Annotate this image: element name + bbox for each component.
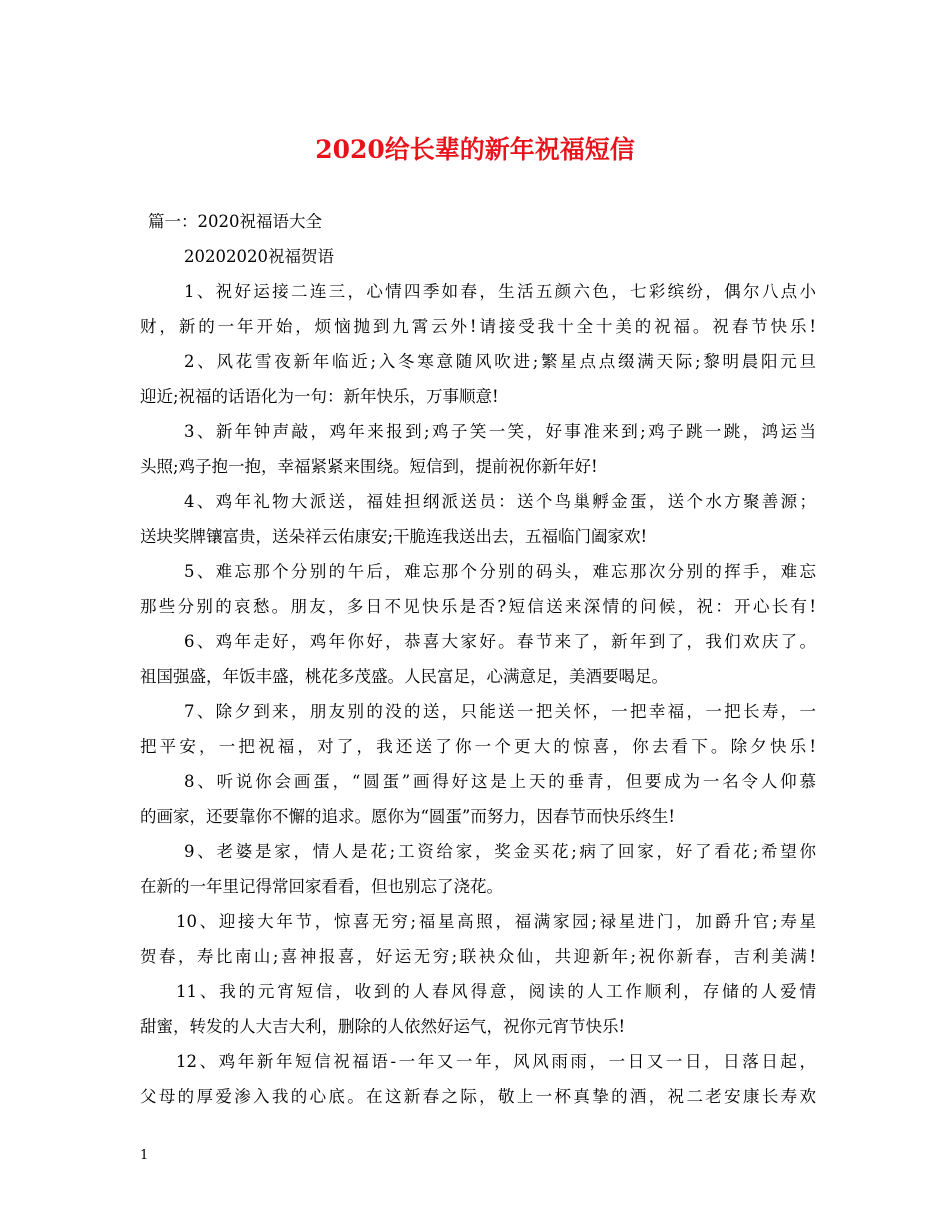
paragraph-line: 4、鸡年礼物大派送，福娃担纲派送员：送个鸟巢孵金蛋，送个水方聚善源； [184, 492, 816, 511]
paragraph-line: 在新的一年里记得常回家看看，但也别忘了浇花。 [140, 877, 503, 896]
paragraph-line: 财，新的一年开始，烦恼抛到九霄云外!请接受我十全十美的祝福。祝春节快乐! [140, 317, 816, 336]
paragraph-line: 祖国强盛，年饭丰盛，桃花多茂盛。人民富足，心满意足，美酒要喝足。 [140, 667, 668, 686]
paragraph-line: 8、听说你会画蛋，“圆蛋”画得好这是上天的垂青，但要成为一名令人仰慕 [184, 772, 816, 791]
paragraph-line: 那些分别的哀愁。朋友，多日不见快乐是否?短信送来深情的问候，祝：开心长有! [140, 597, 816, 616]
paragraph-line: 1、祝好运接二连三，心情四季如春，生活五颜六色，七彩缤纷，偶尔八点小 [184, 282, 816, 301]
document-body [140, 204, 816, 1114]
paragraph-line: 把平安，一把祝福，对了，我还送了你一个更大的惊喜，你去看下。除夕快乐! [140, 737, 816, 756]
paragraph-line: 的画家，还要靠你不懈的追求。愿你为“圆蛋”而努力，因春节而快乐终生! [140, 807, 676, 826]
paragraph-line: 头照;鸡子抱一抱，幸福紧紧来围绕。短信到，提前祝你新年好! [140, 457, 598, 476]
paragraph-line: 6、鸡年走好，鸡年你好，恭喜大家好。春节来了，新年到了，我们欢庆了。 [184, 632, 816, 651]
paragraph-line: 送块奖牌镶富贵，送朵祥云佑康安;干脆连我送出去，五福临门阖家欢! [140, 527, 648, 546]
document-title: 2020给长辈的新年祝福短信 [315, 135, 635, 164]
paragraph-line: 2、风花雪夜新年临近;入冬寒意随风吹进;繁星点点缀满天际;黎明晨阳元旦 [184, 352, 816, 371]
paragraph-line: 甜蜜，转发的人大吉大利，删除的人依然好运气，祝你元宵节快乐! [140, 1017, 626, 1036]
paragraph-line: 9、老婆是家，情人是花;工资给家，奖金买花;病了回家，好了看花;希望你 [184, 842, 816, 861]
paragraph-line: 10、迎接大年节，惊喜无穷;福星高照，福满家园;禄星进门，加爵升官;寿星 [176, 912, 816, 931]
paragraph-line: 12、鸡年新年短信祝福语-一年又一年，风风雨雨，一日又一日，日落日起， [176, 1052, 816, 1071]
paragraph-line: 迎近;祝福的话语化为一句：新年快乐，万事顺意! [140, 387, 499, 406]
paragraph-line: 5、难忘那个分别的午后，难忘那个分别的码头，难忘那次分别的挥手，难忘 [184, 562, 816, 581]
paragraph-line: 3、新年钟声敲，鸡年来报到;鸡子笑一笑，好事准来到;鸡子跳一跳，鸿运当 [184, 422, 816, 441]
subsection-heading: 20202020祝福贺语 [184, 247, 334, 266]
paragraph-line: 11、我的元宵短信，收到的人春风得意，阅读的人工作顺利，存储的人爱情 [176, 982, 816, 1001]
section-heading: 篇一：2020祝福语大全 [148, 212, 322, 231]
paragraph-line: 父母的厚爱渗入我的心底。在这新春之际，敬上一杯真挚的酒，祝二老安康长寿欢 [140, 1087, 816, 1106]
paragraph-line: 7、除夕到来，朋友别的没的送，只能送一把关怀，一把幸福，一把长寿，一 [184, 702, 816, 721]
paragraph-line: 贺春，寿比南山;喜神报喜，好运无穷;联袂众仙，共迎新年;祝你新春，吉利美满! [140, 947, 816, 966]
page-number: 1 [140, 1148, 149, 1163]
